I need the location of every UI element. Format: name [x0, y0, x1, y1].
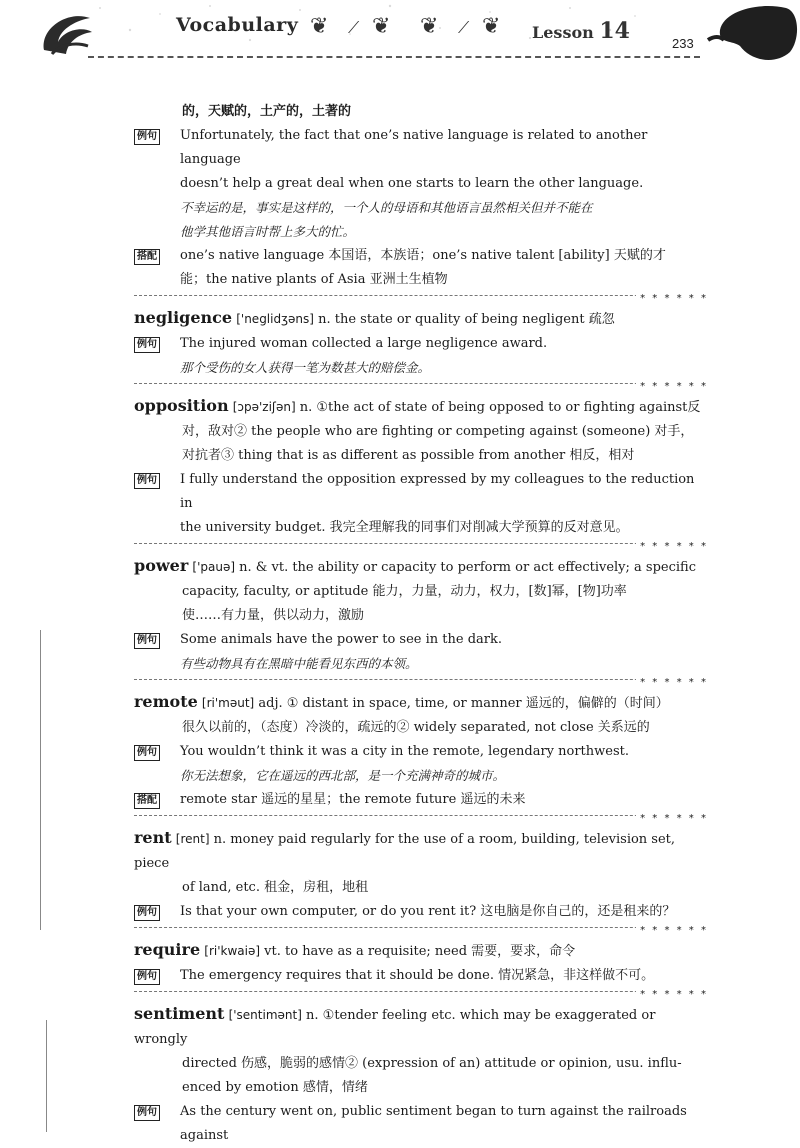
example-en: doesn’t help a great deal when one starts to learn the other language. [180, 176, 644, 191]
definition-line: adj. ① distant in space, time, or manner 遥远的，偏僻的（时间） [258, 696, 669, 711]
example-row [134, 124, 708, 244]
header-title: Vocabulary [176, 14, 299, 36]
definition-line: 对，敌对② the people who are fighting or competing against (someone) 对手， [182, 424, 694, 439]
margin-line [40, 630, 41, 930]
example-en: You wouldn’t think it was a city in the remote, legendary northwest. [180, 744, 629, 759]
definition-line: n. the state or quality of being negligent 疏忽 [318, 312, 615, 327]
header-divider [88, 56, 700, 58]
figure-ornament-icon: ❦ [420, 14, 439, 39]
collocation-text: remote star 遥远的星星；the remote future 遥远的未来 [180, 792, 526, 807]
head-word: negligence [134, 308, 233, 327]
figure-ornament-icon: ⟋ [348, 18, 360, 37]
example-tag: 例句 [134, 129, 160, 145]
definition-line: n. ①tender feeling etc. which may be exaggerated or wrongly [134, 1008, 656, 1047]
example-en: Unfortunately, the fact that one’s native language is related to another language [180, 128, 648, 167]
collocation-text: 能；the native plants of Asia 亚洲土生植物 [180, 272, 448, 287]
pronunciation: ['pauə] [192, 560, 236, 574]
definition-line: 对抗者③ thing that is as different as possible from another 相反，相对 [182, 448, 635, 463]
entry-separator: * * * * * * [134, 679, 708, 690]
lesson-word: Lesson [532, 23, 594, 42]
collocation-tag: 搭配 [134, 793, 160, 809]
definition-line: directed 伤感，脆弱的感情② (expression of an) attitude or opinion, usu. influ- [182, 1056, 682, 1071]
example-en: The emergency requires that it should be done. 情况紧急，非这样做不可。 [180, 968, 655, 983]
entry-separator: * * * * * * [134, 991, 708, 1002]
figure-ornament-icon: ❦ [372, 14, 391, 39]
ink-blot-icon [690, 0, 800, 66]
example-tag: 例句 [134, 905, 160, 921]
entry-separator: * * * * * * [134, 815, 708, 826]
example-tag: 例句 [134, 1105, 160, 1121]
head-word: power [134, 556, 189, 575]
head-word: require [134, 940, 201, 959]
page-header [0, 0, 800, 70]
collocation-row [134, 788, 708, 812]
lesson-label [532, 18, 630, 44]
entry-headline [134, 394, 708, 420]
entry-headline [134, 938, 708, 964]
entry-separator: * * * * * * [134, 927, 708, 938]
entry-separator: * * * * * * [134, 295, 708, 306]
page-number: 233 [672, 36, 694, 51]
definition-line: n. & vt. the ability or capacity to perform or act effectively; a specific [239, 560, 696, 575]
pronunciation: [ri'kwaiə] [204, 944, 261, 958]
vocabulary-content [134, 100, 708, 1148]
head-word: rent [134, 828, 172, 847]
figure-ornament-icon: ❦ [310, 14, 329, 39]
entry-headline [134, 554, 708, 580]
example-tag: 例句 [134, 969, 160, 985]
pronunciation: ['neglidʒəns] [236, 312, 314, 326]
head-word: sentiment [134, 1004, 225, 1023]
swirl-ornament-icon [38, 8, 96, 60]
pronunciation: [rent] [175, 832, 210, 846]
pronunciation: [ri'məut] [201, 696, 255, 710]
definition-line: vt. to have as a requisite; need 需要，要求，命令 [264, 944, 576, 959]
figure-ornament-icon: ⟋ [458, 18, 470, 37]
figure-ornament-icon: ❦ [482, 14, 501, 39]
example-row [134, 964, 708, 988]
entry-headline [134, 1002, 708, 1052]
example-en: Some animals have the power to see in the dark. [180, 632, 502, 647]
example-zh: 有些动物具有在黑暗中能看见东西的本领。 [180, 656, 418, 671]
definition-line: capacity, faculty, or aptitude 能力，力量，动力，权力，[数]幂，[物]功率 [182, 584, 627, 599]
example-row [134, 1100, 708, 1148]
example-en: the university budget. 我完全理解我的同事们对削减大学预算的反对意见。 [180, 520, 629, 535]
example-en: The injured woman collected a large negligence award. [180, 336, 548, 351]
definition-line: n. money paid regularly for the use of a room, building, television set, piece [134, 832, 676, 871]
definition-line: enced by emotion 感情，情绪 [182, 1080, 368, 1095]
head-word: remote [134, 692, 198, 711]
entry-separator: * * * * * * [134, 543, 708, 554]
definition-line: 很久以前的，（态度）冷淡的，疏远的② widely separated, not close 关系远的 [182, 720, 650, 735]
example-row [134, 468, 708, 540]
intro-line: 的，天赋的，土产的，土著的 [182, 104, 352, 119]
example-zh: 那个受伤的女人获得一笔为数甚大的赔偿金。 [180, 360, 431, 375]
example-tag: 例句 [134, 337, 160, 353]
definition-line: of land, etc. 租金，房租，地租 [182, 880, 369, 895]
example-zh: 他学其他语言时帮上多大的忙。 [180, 224, 356, 239]
entry-headline [134, 690, 708, 716]
collocation-text: one’s native language 本国语，本族语；one’s native talent [ability] 天赋的才 [180, 248, 666, 263]
example-tag: 例句 [134, 473, 160, 489]
example-row [134, 332, 708, 380]
head-word: opposition [134, 396, 229, 415]
example-en: As the century went on, public sentiment began to turn against the railroads against [180, 1104, 687, 1143]
example-zh: 不幸运的是，事实是这样的，一个人的母语和其他语言虽然相关但并不能在 [180, 200, 593, 215]
example-row [134, 628, 708, 676]
entry-separator: * * * * * * [134, 383, 708, 394]
example-en: Is that your own computer, or do you rent it? 这电脑是你自己的，还是租来的？ [180, 904, 676, 919]
lesson-number: 14 [599, 18, 630, 44]
pronunciation: [ɔpə'ziʃən] [232, 400, 296, 414]
margin-line [46, 1020, 47, 1132]
example-en: I fully understand the opposition expressed by my colleagues to the reduction in [180, 472, 695, 511]
entry-headline [134, 826, 708, 876]
example-tag: 例句 [134, 745, 160, 761]
entry-headline [134, 306, 708, 332]
example-zh: 你无法想象，它在遥远的西北部，是一个充满神奇的城市。 [180, 768, 506, 783]
example-row [134, 740, 708, 788]
example-tag: 例句 [134, 633, 160, 649]
example-row [134, 900, 708, 924]
pronunciation: ['sentimənt] [228, 1008, 302, 1022]
collocation-row [134, 244, 708, 292]
collocation-tag: 搭配 [134, 249, 160, 265]
definition-line: n. ①the act of state of being opposed to or fighting against反 [299, 400, 701, 415]
definition-line: 使……有力量，供以动力，激励 [182, 608, 365, 623]
